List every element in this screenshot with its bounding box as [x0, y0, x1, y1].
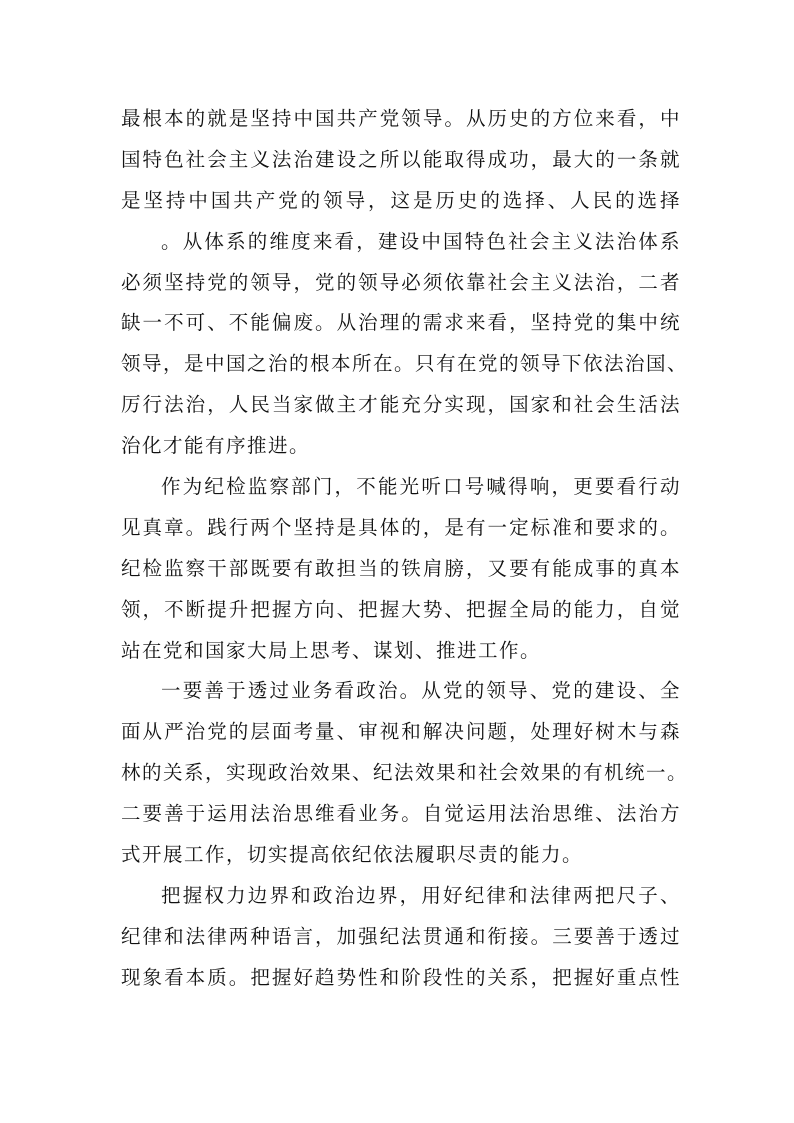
- text-line: 站在党和国家大局上思考、谋划、推进工作。: [121, 638, 542, 662]
- text-line: 是坚持中国共产党的领导，这是历史的选择、人民的选择: [121, 188, 681, 212]
- text-line: 国特色社会主义法治建设之所以能取得成功，最大的一条就: [121, 147, 681, 171]
- text-line: 一要善于透过业务看政治。从党的领导、党的建设、全: [161, 679, 681, 703]
- text-line: 面从严治党的层面考量、审视和解决问题，处理好树木与森: [121, 720, 681, 744]
- text-line: 纪检监察干部既要有敢担当的铁肩膀，又要有能成事的真本: [121, 556, 681, 580]
- text-line: 二要善于运用法治思维看业务。自觉运用法治思维、法治方: [121, 802, 681, 826]
- text-line: 治化才能有序推进。: [121, 434, 311, 458]
- text-line: 把握权力边界和政治边界，用好纪律和法律两把尺子、: [161, 883, 681, 907]
- text-line: 。从体系的维度来看，建设中国特色社会主义法治体系: [161, 229, 681, 253]
- text-line: 作为纪检监察部门，不能光听口号喊得响，更要看行动: [161, 475, 681, 499]
- text-line: 必须坚持党的领导，党的领导必须依靠社会主义法治，二者: [121, 270, 681, 294]
- text-line: 见真章。践行两个坚持是具体的，是有一定标准和要求的。: [121, 515, 681, 539]
- text-line: 最根本的就是坚持中国共产党领导。从历史的方位来看，中: [121, 107, 681, 130]
- text-line: 领，不断提升把握方向、把握大势、把握全局的能力，自觉: [121, 597, 681, 621]
- text-line: 厉行法治，人民当家做主才能充分实现，国家和社会生活法: [121, 393, 681, 417]
- text-line: 缺一不可、不能偏废。从治理的需求来看，坚持党的集中统: [121, 311, 681, 335]
- text-line: 纪律和法律两种语言，加强纪法贯通和衔接。三要善于透过: [121, 924, 681, 948]
- text-line: 现象看本质。把握好趋势性和阶段性的关系，把握好重点性: [121, 965, 681, 989]
- document-body: [121, 99, 689, 999]
- text-line: 领导，是中国之治的根本所在。只有在党的领导下依法治国、: [121, 352, 689, 376]
- text-line: 式开展工作，切实提高依纪依法履职尽责的能力。: [121, 843, 584, 867]
- text-line: 林的关系，实现政治效果、纪法效果和社会效果的有机统一。: [121, 761, 689, 785]
